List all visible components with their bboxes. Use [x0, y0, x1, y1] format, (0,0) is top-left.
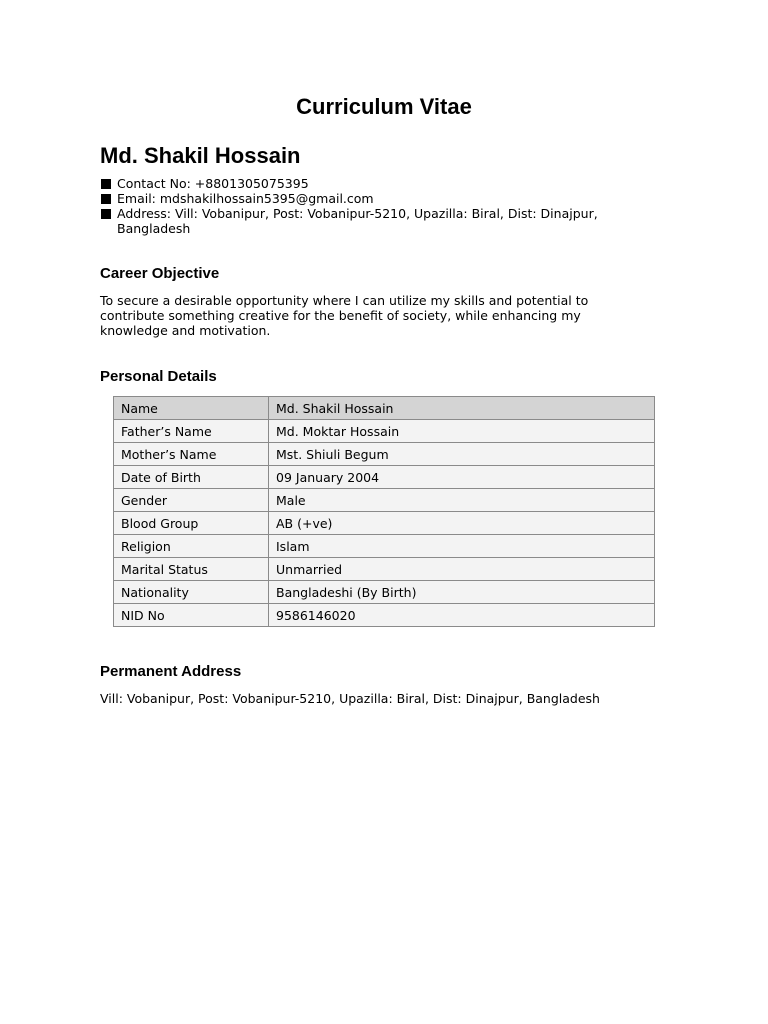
- personal-details-table: [113, 396, 655, 627]
- contact-email: Email: mdshakilhossain5395@gmail.com: [117, 191, 374, 206]
- table-row: [114, 512, 655, 535]
- detail-label: Nationality: [114, 581, 269, 604]
- career-objective-text: To secure a desirable opportunity where I can utilize my skills and potential to contribute something creative for the benefit of society, while enhancing my knowledge and motivation.: [100, 293, 589, 338]
- detail-value: Male: [269, 489, 655, 512]
- table-row: [114, 489, 655, 512]
- detail-value: Mst. Shiuli Begum: [269, 443, 655, 466]
- detail-label: Gender: [114, 489, 269, 512]
- contact-phone-item: [100, 176, 660, 191]
- contact-email-item: [100, 191, 660, 206]
- table-row: [114, 604, 655, 627]
- detail-label: NID No: [114, 604, 269, 627]
- contact-address: Address: Vill: Vobanipur, Post: Vobanipur-5210, Upazilla: Biral, Dist: Dinajpur, Bangladesh: [117, 206, 598, 236]
- detail-value: Islam: [269, 535, 655, 558]
- table-row: [114, 535, 655, 558]
- permanent-address-heading: Permanent Address: [100, 663, 242, 680]
- document-title: Curriculum Vitae: [296, 94, 472, 119]
- detail-value: AB (+ve): [269, 512, 655, 535]
- detail-label: Mother’s Name: [114, 443, 269, 466]
- square-bullet-icon: [101, 194, 111, 204]
- detail-value: 09 January 2004: [269, 466, 655, 489]
- personal-details-heading: Personal Details: [100, 368, 217, 385]
- table-row: [114, 581, 655, 604]
- detail-value: Md. Shakil Hossain: [269, 397, 655, 420]
- table-row: [114, 466, 655, 489]
- detail-label: Marital Status: [114, 558, 269, 581]
- detail-label: Name: [114, 397, 269, 420]
- detail-value: Bangladeshi (By Birth): [269, 581, 655, 604]
- detail-value: 9586146020: [269, 604, 655, 627]
- detail-label: Date of Birth: [114, 466, 269, 489]
- table-row: [114, 558, 655, 581]
- detail-label: Father’s Name: [114, 420, 269, 443]
- permanent-address-text: Vill: Vobanipur, Post: Vobanipur-5210, Upazilla: Biral, Dist: Dinajpur, Bangladesh: [100, 691, 600, 706]
- contact-list: [100, 176, 660, 236]
- contact-address-item: [100, 206, 660, 236]
- contact-phone: Contact No: +8801305075395: [117, 176, 309, 191]
- detail-value: Md. Moktar Hossain: [269, 420, 655, 443]
- square-bullet-icon: [101, 209, 111, 219]
- table-row: [114, 420, 655, 443]
- person-name: Md. Shakil Hossain: [100, 143, 301, 168]
- detail-label: Blood Group: [114, 512, 269, 535]
- detail-value: Unmarried: [269, 558, 655, 581]
- career-objective-heading: Career Objective: [100, 265, 220, 282]
- detail-label: Religion: [114, 535, 269, 558]
- table-row: [114, 397, 655, 420]
- square-bullet-icon: [101, 179, 111, 189]
- table-row: [114, 443, 655, 466]
